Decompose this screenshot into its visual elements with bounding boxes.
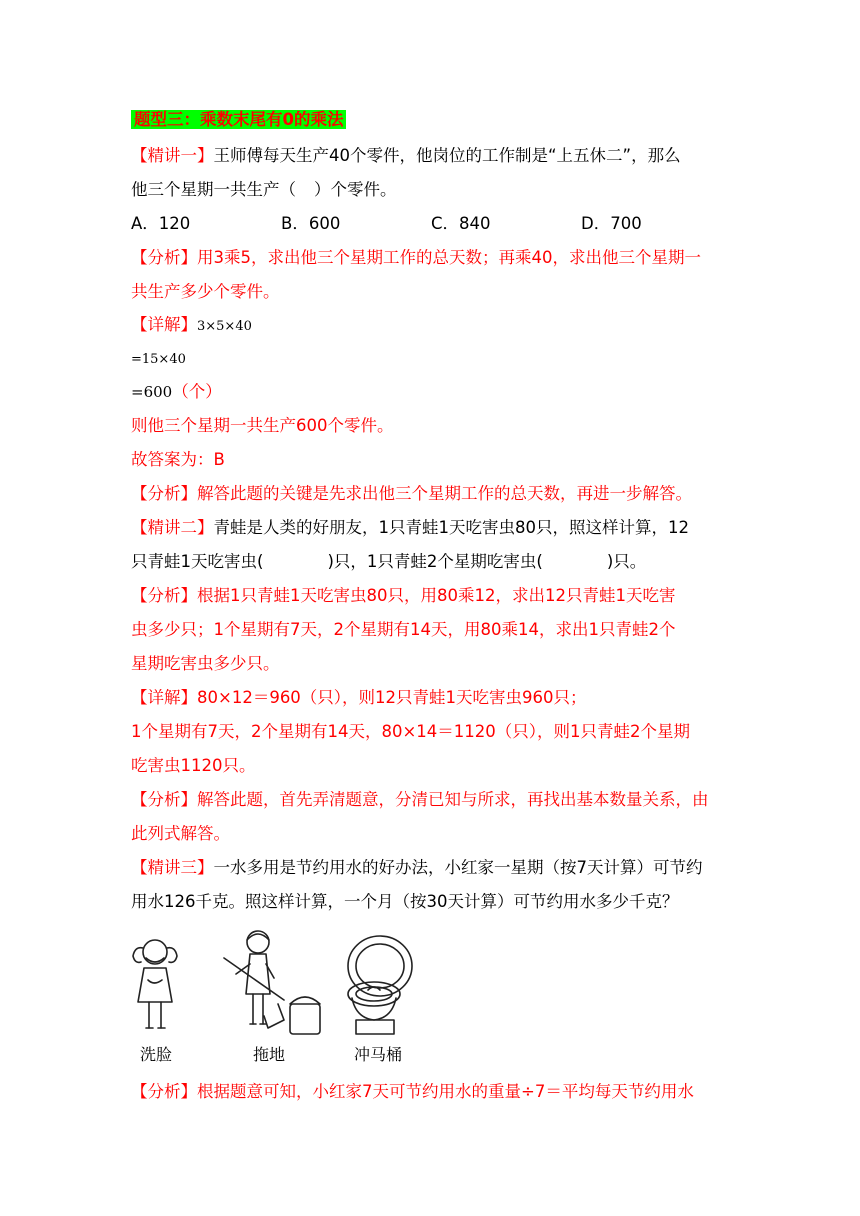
q1-analysis-2 [131,280,280,304]
q2-detail-1 [131,686,587,710]
caption-wash-face: 洗脸 [140,1045,173,1064]
q2-detail-text-2: 1个星期有7天，2个星期有14天，80×14＝1120（只），则1只青蛙2个星期 [131,722,691,741]
girl-washing-face-drawing [133,940,177,1028]
q1-conclusion-text: 则他三个星期一共生产600个零件。 [131,416,394,435]
q2-detail-text-1: 80×12＝960（只），则12只青蛙1天吃害虫960只； [197,688,587,707]
q2-detail-2 [131,720,690,744]
q2-text-2c: )只。 [606,552,647,571]
q1-text-1: 王师傅每天生产40个零件，他岗位的工作制是“上五休二”，那么 [213,146,681,165]
q2-text-2a: 只青蛙1天吃害虫( [131,552,264,571]
q2-comment-text-1: 解答此题，首先弄清题意，分清已知与所求，再找出基本数量关系，由 [197,790,709,809]
caption-mop-floor: 拖地 [253,1045,286,1064]
q1-line-2 [131,178,397,202]
q1-detail [131,313,252,339]
q2-analysis-text-2: 虫多少只；1个星期有7天，2个星期有14天，用80乘14，求出1只青蛙2个 [131,620,676,639]
analysis-tag: 【分析】 [131,248,197,267]
toilet-drawing [348,936,412,1034]
detail-tag: 【详解】 [131,315,197,334]
q1-calc-1: 3×5×40 [197,319,252,334]
comment-tag: 【分析】 [131,790,197,809]
q3-line-1 [131,856,703,880]
q2-analysis-text-3: 星期吃害虫多少只。 [131,654,280,673]
q2-line-1 [131,516,689,540]
q2-line-2 [131,550,646,574]
option-a: A．120 [131,214,191,233]
option-b: B．600 [281,214,341,233]
q2-comment-2 [131,822,230,846]
section-title [131,108,346,132]
q1-text-2a: 他三个星期一共生产（ [131,180,296,199]
analysis-tag: 【分析】 [131,586,197,605]
q1-analysis-text-1: 用3乘5，求出他三个星期工作的总天数；再乘40，求出他三个星期一 [197,248,701,267]
q1-analysis-text-2: 共生产多少个零件。 [131,282,280,301]
q2-text-2b: )只，1只青蛙2个星期吃害虫( [327,552,543,571]
section-title-text: 题型三：乘数末尾有0的乘法 [131,110,346,129]
water-saving-illustration [128,928,428,1068]
option-c: C．840 [431,214,491,233]
q2-tag: 【精讲二】 [131,518,214,537]
q1-comment-text: 解答此题的关键是先求出他三个星期工作的总天数，再进一步解答。 [197,484,692,503]
q1-calc-3: =600 [131,383,173,401]
q1-analysis-1 [131,246,701,270]
q1-answer [131,448,225,472]
q3-line-2 [131,890,679,914]
q2-comment-1 [131,788,709,812]
q1-tag: 【精讲一】 [131,146,214,165]
q1-answer-text: 故答案为：B [131,450,225,469]
analysis-tag: 【分析】 [131,1082,197,1101]
q1-line-1 [131,144,681,168]
q2-comment-text-2: 此列式解答。 [131,824,230,843]
q3-text-2: 用水126千克。照这样计算，一个月（按30天计算）可节约用水多少千克？ [131,892,679,911]
detail-tag: 【详解】 [131,688,197,707]
caption-flush-toilet: 冲马桶 [354,1045,403,1064]
q1-calc-line-3 [131,380,222,404]
q1-calc-line-2 [131,346,186,372]
q3-analysis-1 [131,1080,694,1104]
q2-analysis-1 [131,584,675,608]
q1-options [131,212,642,236]
q1-calc-2: =15×40 [131,352,186,367]
girl-mopping-drawing [224,931,320,1034]
q2-analysis-text-1: 根据1只青蛙1天吃害虫80只，用80乘12，求出12只青蛙1天吃害 [197,586,676,605]
q1-comment [131,482,692,506]
q2-detail-text-3: 吃害虫1120只。 [131,756,256,775]
comment-tag: 【分析】 [131,484,197,503]
q3-analysis-text-1: 根据题意可知，小红家7天可节约用水的重量÷7＝平均每天节约用水 [197,1082,694,1101]
q2-detail-3 [131,754,256,778]
q2-text-1: 青蛙是人类的好朋友，1只青蛙1天吃害虫80只，照这样计算，12 [213,518,689,537]
q2-analysis-3 [131,652,280,676]
q1-text-2b: ）个零件。 [314,180,397,199]
q1-calc-unit: （个） [172,382,222,401]
q3-text-1: 一水多用是节约用水的好办法，小红家一星期（按7天计算）可节约 [213,858,703,877]
illustration-drawings [128,928,428,1046]
q2-analysis-2 [131,618,675,642]
option-d: D．700 [581,214,642,233]
q1-conclusion [131,414,394,438]
q3-tag: 【精讲三】 [131,858,214,877]
